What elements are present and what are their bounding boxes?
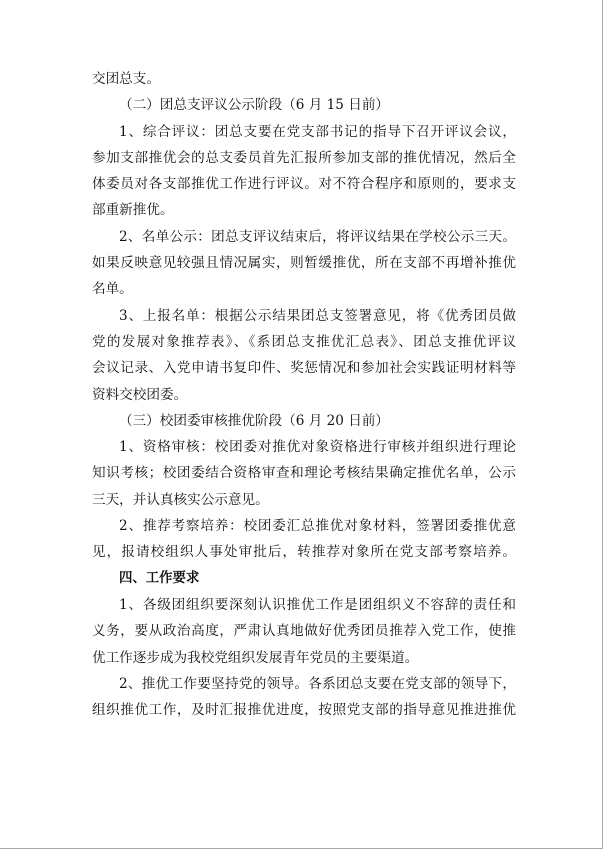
paragraph-line: 优工作逐步成为我校党组织发展青年党员的主要渠道。 — [92, 649, 419, 666]
section-subheading: （三）校团委审核推优阶段（6 月 20 日前） — [119, 412, 390, 429]
paragraph-line: 如果反映意见较强且情况属实，则暂缓推优，所在支部不再增补推优 — [92, 255, 516, 272]
paragraph-line: 3、上报名单：根据公示结果团总支签署意见，将《优秀团员做 — [119, 307, 516, 324]
section-subheading: （二）团总支评议公示阶段（6 月 15 日前） — [119, 97, 390, 114]
paragraph-line: 部重新推优。 — [92, 202, 174, 219]
paragraph-line: 1、综合评议：团总支要在党支部书记的指导下召开评议会议， — [119, 123, 516, 140]
section-heading: 四、工作要求 — [119, 570, 200, 586]
paragraph-line: 1、资格审核：校团委对推优对象资格进行审核并组织进行理论 — [119, 439, 516, 456]
paragraph-line: 义务，要从政治高度，严肃认真地做好优秀团员推荐入党工作，使推 — [92, 623, 516, 640]
paragraph-line: 三天，并认真核实公示意见。 — [92, 491, 269, 508]
paragraph-line: 体委员对各支部推优工作进行评议。对不符合程序和原则的，要求支 — [92, 176, 516, 193]
paragraph-line: 见，报请校组织人事处审批后，转推荐对象所在党支部考察培养。 — [92, 544, 516, 561]
paragraph-line: 1、各级团组织要深刻认识推优工作是团组织义不容辞的责任和 — [119, 596, 516, 613]
paragraph-line: 会议记录、入党申请书复印件、奖惩情况和参加社会实践证明材料等 — [92, 360, 516, 377]
document-body — [92, 66, 516, 723]
paragraph-line: 知识考核；校团委结合资格审查和理论考核结果确定推优名单，公示 — [92, 465, 516, 482]
paragraph-line: 名单。 — [92, 281, 133, 298]
paragraph-line: 交团总支。 — [92, 71, 160, 87]
paragraph-line: 组织推优工作，及时汇报推优进度，按照党支部的指导意见推进推优 — [92, 702, 516, 719]
paragraph-line: 2、推荐考察培养：校团委汇总推优对象材料，签署团委推优意 — [119, 518, 516, 535]
paragraph-line: 2、名单公示：团总支评议结束后，将评议结果在学校公示三天。 — [119, 228, 516, 245]
paragraph-line: 参加支部推优会的总支委员首先汇报所参加支部的推优情况，然后全 — [92, 149, 516, 166]
paragraph-line: 党的发展对象推荐表》、《系团总支推优汇总表》、团总支推优评议 — [92, 333, 516, 350]
paragraph-line: 资料交校团委。 — [92, 386, 188, 403]
paragraph-line: 2、推优工作要坚持党的领导。各系团总支要在党支部的领导下， — [119, 675, 516, 692]
